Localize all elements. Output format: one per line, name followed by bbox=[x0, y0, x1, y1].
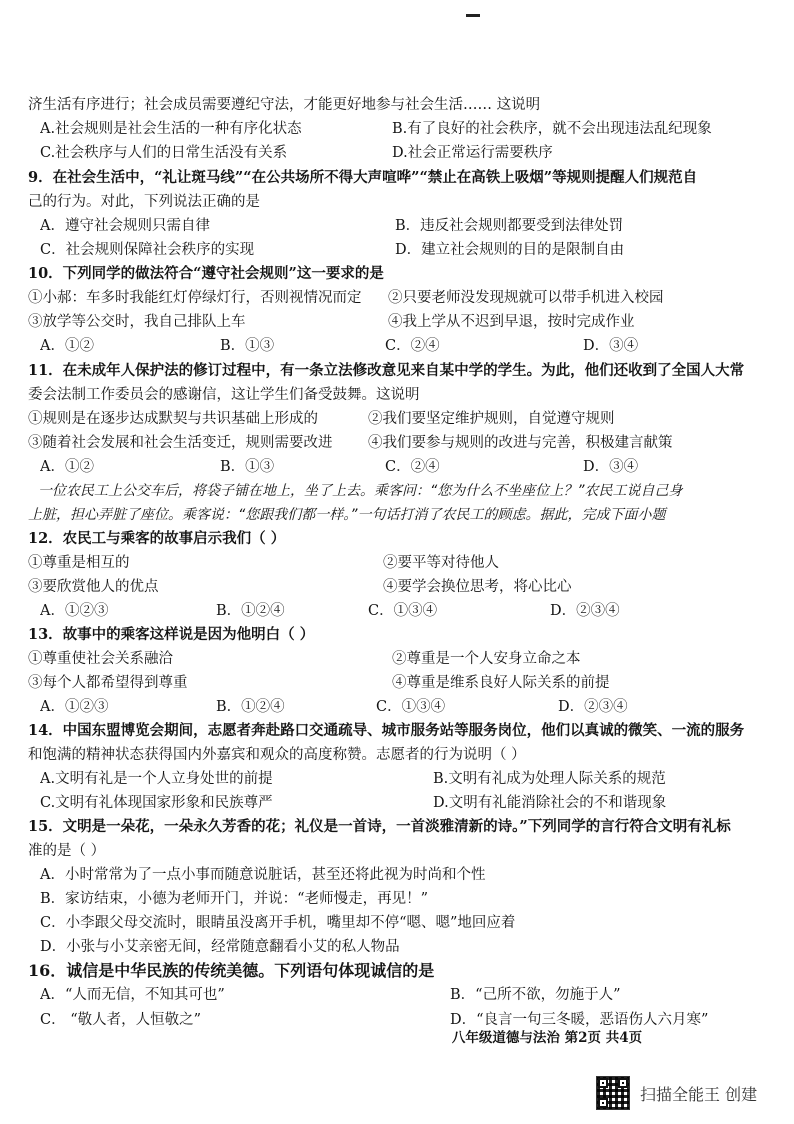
q12-statement-2: ②要平等对待他人 bbox=[383, 555, 499, 571]
q16-options-row-1 bbox=[28, 983, 778, 1008]
exam-content bbox=[28, 93, 778, 1033]
scanner-stamp-text: 扫描全能王 创建 bbox=[640, 1084, 758, 1104]
q14-stem-1: 14．中国东盟博览会期间，志愿者奔赴路口交通疏导、城市服务站等服务岗位，他们以真诚的微笑、一流的服务 bbox=[28, 722, 745, 739]
q12-option-c: C．①③④ bbox=[368, 603, 438, 619]
q11-statement-4: ④我们要参与规则的改进与完善，积极建言献策 bbox=[368, 435, 673, 451]
q11-option-a: A．①② bbox=[40, 459, 94, 475]
q9-options-row-1 bbox=[28, 214, 778, 238]
q13-statement-1: ①尊重使社会关系融洽 bbox=[28, 651, 173, 667]
q14-options-row-2 bbox=[28, 791, 778, 815]
q10-option-c: C．②④ bbox=[385, 338, 440, 354]
q8-options-row-2 bbox=[28, 141, 778, 166]
q11-statements-row-2 bbox=[28, 431, 778, 455]
q13-options bbox=[28, 695, 778, 719]
footer-text: 八年级道德与法治 第2页 共4页 bbox=[451, 1030, 643, 1046]
q10-statement-2: ②只要老师没发现规就可以带手机进入校园 bbox=[388, 290, 664, 306]
story-line-1: 一位农民工上公交车后，将袋子铺在地上，坐了上去。乘客问：“您为什么不坐座位上？”农民工说自己身 bbox=[38, 483, 683, 499]
q11-options bbox=[28, 455, 778, 479]
q10-option-b: B．①③ bbox=[220, 338, 275, 354]
q13-statement-4: ④尊重是维系良好人际关系的前提 bbox=[392, 675, 610, 691]
q12-statements-row-2 bbox=[28, 575, 778, 599]
q13-option-d: D．②③④ bbox=[558, 699, 628, 715]
q12-statement-1: ①尊重是相互的 bbox=[28, 555, 130, 571]
q9-option-d: D．建立社会规则的目的是限制自由 bbox=[395, 242, 625, 258]
q14-option-a: A.文明有礼是一个人立身处世的前提 bbox=[40, 771, 273, 787]
scanner-stamp bbox=[596, 1076, 757, 1110]
q9-stem-2: 己的行为。对此，下列说法正确的是 bbox=[28, 194, 260, 210]
q8-option-b: B.有了良好的社会秩序，就不会出现违法乱纪现象 bbox=[392, 121, 712, 137]
q16-option-c: C． “敬人者，人恒敬之” bbox=[40, 1012, 202, 1028]
q13-option-a: A．①②③ bbox=[40, 699, 109, 715]
q13-statement-3: ③每个人都希望得到尊重 bbox=[28, 675, 188, 691]
q14-option-c: C.文明有礼体现国家形象和民族尊严 bbox=[40, 795, 273, 811]
q13-statements-row-2 bbox=[28, 671, 778, 695]
q9-option-a: A．遵守社会规则只需自律 bbox=[40, 218, 210, 234]
q12-option-b: B．①②④ bbox=[216, 603, 285, 619]
q9-options-row-2 bbox=[28, 238, 778, 262]
q11-statement-2: ②我们要坚定维护规则，自觉遵守规则 bbox=[368, 411, 615, 427]
q11-stem-1: 11．在未成年人保护法的修订过程中，有一条立法修改意见来自某中学的学生。为此，他们还收到了全国人大常 bbox=[28, 362, 745, 379]
q13-statement-2: ②尊重是一个人安身立命之本 bbox=[392, 651, 581, 667]
q12-option-a: A．①②③ bbox=[40, 603, 109, 619]
story-line-2: 上脏，担心弄脏了座位。乘客说：“您跟我们都一样。”一句话打消了农民工的顾虑。据此，完成下面小题 bbox=[28, 507, 666, 523]
intro-line: 济生活有序进行；社会成员需要遵纪守法，才能更好地参与社会生活…… 这说明 bbox=[28, 97, 541, 113]
q15-option-a: A．小时常常为了一点小事而随意说脏话，甚至还将此视为时尚和个性 bbox=[40, 867, 486, 883]
q12-stem: 12．农民工与乘客的故事启示我们（ ） bbox=[28, 530, 286, 547]
q8-options-row-1 bbox=[28, 117, 778, 141]
q15-option-d: D．小张与小艾亲密无间，经常随意翻看小艾的私人物品 bbox=[40, 939, 400, 955]
q11-statement-1: ①规则是在逐步达成默契与共识基础上形成的 bbox=[28, 411, 318, 427]
q8-option-c: C.社会秩序与人们的日常生活没有关系 bbox=[40, 145, 288, 161]
q16-stem: 16．诚信是中华民族的传统美德。下列语句体现诚信的是 bbox=[28, 961, 435, 980]
q8-option-d: D.社会正常运行需要秩序 bbox=[392, 145, 553, 161]
scan-mark bbox=[466, 14, 480, 17]
q12-statements-row-1 bbox=[28, 551, 778, 575]
q13-option-c: C．①③④ bbox=[376, 699, 446, 715]
q12-statement-4: ④要学会换位思考，将心比心 bbox=[383, 579, 572, 595]
q15-stem-2: 准的是（ ） bbox=[28, 843, 106, 859]
qr-code-icon bbox=[596, 1076, 630, 1110]
q14-option-d: D.文明有礼能消除社会的不和谐现象 bbox=[433, 795, 667, 811]
q10-option-a: A．①② bbox=[40, 338, 94, 354]
q9-stem-1: 9．在社会生活中，“礼让斑马线”“在公共场所不得大声喧哗”“禁止在高铁上吸烟”等规则提醒人们规范自 bbox=[28, 169, 698, 186]
q10-option-d: D．③④ bbox=[583, 338, 639, 354]
q10-stem: 10．下列同学的做法符合“遵守社会规则”这一要求的是 bbox=[28, 265, 384, 282]
q11-option-c: C．②④ bbox=[385, 459, 440, 475]
q13-stem: 13．故事中的乘客这样说是因为他明白（ ） bbox=[28, 626, 315, 643]
q11-option-d: D．③④ bbox=[583, 459, 639, 475]
q12-statement-3: ③要欣赏他人的优点 bbox=[28, 579, 159, 595]
q10-statements-row-1 bbox=[28, 286, 778, 310]
q11-stem-2: 委会法制工作委员会的感谢信，这让学生们备受鼓舞。这说明 bbox=[28, 387, 420, 403]
q8-option-a: A.社会规则是社会生活的一种有序化状态 bbox=[40, 121, 302, 137]
q13-statements-row-1 bbox=[28, 647, 778, 671]
q12-options bbox=[28, 599, 778, 623]
q10-statement-3: ③放学等公交时，我自己排队上车 bbox=[28, 314, 246, 330]
q11-statements-row-1 bbox=[28, 407, 778, 431]
q10-options bbox=[28, 334, 778, 358]
q14-stem-2: 和饱满的精神状态获得国内外嘉宾和观众的高度称赞。志愿者的行为说明（ ） bbox=[28, 747, 526, 763]
q12-option-d: D．②③④ bbox=[550, 603, 620, 619]
q16-option-a: A．“人而无信，不知其可也” bbox=[40, 987, 225, 1003]
q10-statement-1: ①小郝：车多时我能红灯停绿灯行，否则视情况而定 bbox=[28, 290, 362, 306]
page-footer bbox=[0, 1026, 794, 1046]
q9-option-b: B．违反社会规则都要受到法律处罚 bbox=[395, 218, 624, 234]
q13-option-b: B．①②④ bbox=[216, 699, 285, 715]
q11-option-b: B．①③ bbox=[220, 459, 275, 475]
q15-option-b: B．家访结束，小德为老师开门，并说：“老师慢走，再见！” bbox=[40, 891, 428, 907]
q10-statement-4: ④我上学从不迟到早退，按时完成作业 bbox=[388, 314, 635, 330]
q14-option-b: B.文明有礼成为处理人际关系的规范 bbox=[433, 771, 666, 787]
q15-stem-1: 15．文明是一朵花，一朵永久芳香的花；礼仪是一首诗，一首淡雅清新的诗。”下列同学的言行符合文明有礼标 bbox=[28, 818, 731, 835]
q15-option-c: C．小李跟父母交流时，眼睛虽没离开手机，嘴里却不停“嗯、嗯”地回应着 bbox=[40, 915, 516, 931]
q10-statements-row-2 bbox=[28, 310, 778, 334]
q14-options-row-1 bbox=[28, 767, 778, 791]
q16-option-d: D．“良言一句三冬暖，恶语伤人六月寒” bbox=[450, 1012, 709, 1028]
q11-statement-3: ③随着社会发展和社会生活变迁，规则需要改进 bbox=[28, 435, 333, 451]
q16-option-b: B．“己所不欲，勿施于人” bbox=[450, 987, 621, 1003]
q9-option-c: C．社会规则保障社会秩序的实现 bbox=[40, 242, 255, 258]
